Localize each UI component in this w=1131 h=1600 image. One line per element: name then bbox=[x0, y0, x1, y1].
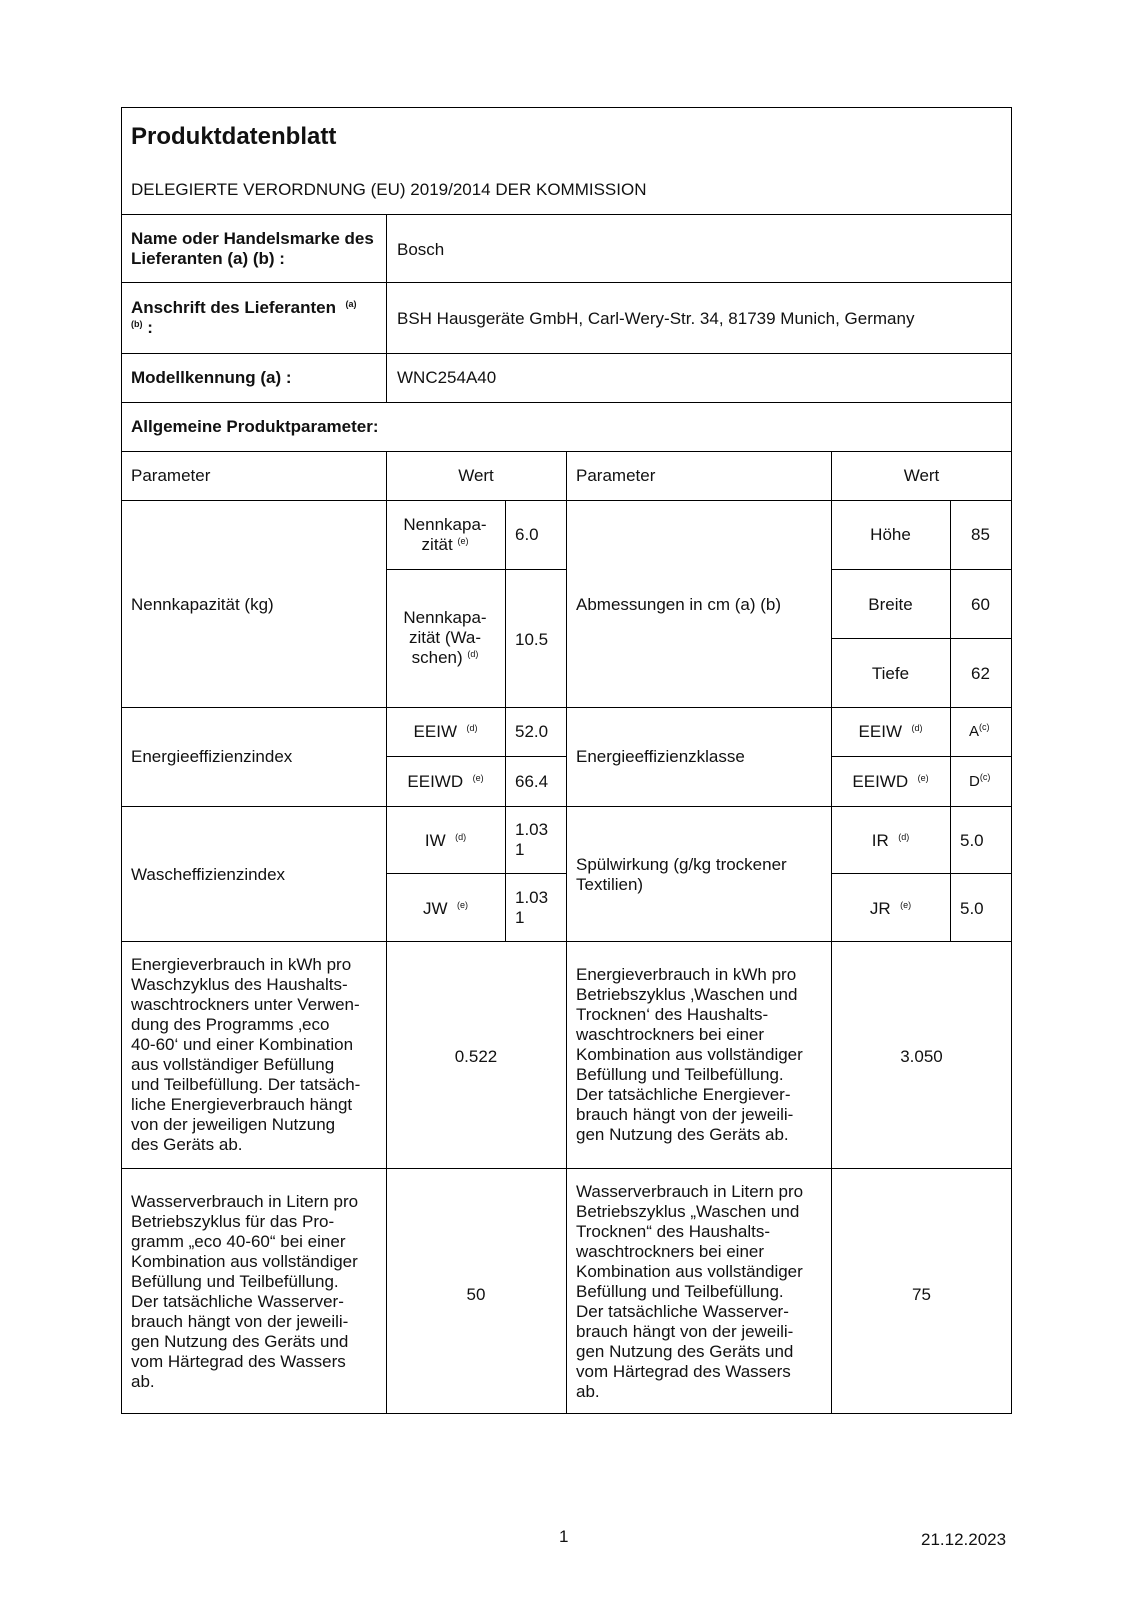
col-header-parameter-left: Parameter bbox=[131, 466, 211, 485]
dimension-depth-label: Tiefe bbox=[871, 664, 910, 683]
divider bbox=[386, 756, 566, 757]
col-header-parameter-right: Parameter bbox=[576, 466, 656, 485]
col-header-value-left: Wert bbox=[458, 466, 494, 485]
eeiwd-value: 66.4 bbox=[515, 772, 549, 791]
energy-index-label: Energieeffizienzindex bbox=[131, 747, 293, 766]
supplier-address-value: BSH Hausgeräte GmbH, Carl-Wery-Str. 34, 81739 Munich, Germany bbox=[397, 309, 915, 328]
water-consumption-wash-value: 50 bbox=[466, 1285, 486, 1304]
divider bbox=[121, 402, 1012, 403]
capacity-wash-label: Nennkapa- zität (Wa- schen) $^{(d)}$ bbox=[403, 608, 487, 667]
energy-consumption-cycle-label: Energieverbrauch in kWh pro Betriebszyklus ‚Waschen und Trocknen‘ des Haushalts- waschtrockners bei einer Kombination aus vollständiger Befüllung und Teilbefüllung. Der tatsächliche Energiever- brauch hängt von der jeweili- gen Nutzung des Geräts ab. bbox=[576, 965, 803, 1144]
dimensions-label: Abmessungen in cm (a) (b) bbox=[576, 595, 782, 614]
class-eeiwd-label: EEIWD $^{(e)}$ bbox=[852, 772, 929, 791]
jr-value: 5.0 bbox=[960, 899, 984, 918]
iw-label: IW $^{(d)}$ bbox=[424, 831, 467, 850]
dimension-height-label: Höhe bbox=[870, 525, 911, 544]
model-id-value: WNC254A40 bbox=[397, 368, 497, 387]
energy-consumption-wash-value: 0.522 bbox=[454, 1047, 498, 1066]
capacity-wash-value: 10.5 bbox=[515, 630, 549, 649]
border-left bbox=[121, 107, 122, 1414]
jw-label: JW $^{(e)}$ bbox=[423, 899, 468, 918]
wash-index-label: Wascheffizienzindex bbox=[131, 865, 286, 884]
border-bottom bbox=[121, 1413, 1012, 1414]
class-eeiw-label: EEIW $^{(d)}$ bbox=[858, 722, 923, 741]
divider bbox=[950, 500, 951, 941]
border-right bbox=[1011, 107, 1012, 1414]
ir-label: IR $^{(d)}$ bbox=[871, 831, 910, 850]
divider bbox=[505, 500, 506, 941]
energy-class-label: Energieeffizienzklasse bbox=[576, 747, 745, 766]
energy-consumption-cycle-value: 3.050 bbox=[900, 1047, 943, 1066]
regulation-reference: DELEGIERTE VERORDNUNG (EU) 2019/2014 DER KOMMISSION bbox=[131, 180, 647, 199]
divider bbox=[386, 569, 566, 570]
divider bbox=[121, 282, 1012, 283]
col-header-value-right: Wert bbox=[903, 466, 940, 485]
eeiwd-label: EEIWD $^{(e)}$ bbox=[407, 772, 484, 791]
supplier-name-label: Name oder Handelsmarke des Lieferanten (a) (b) : bbox=[131, 229, 374, 268]
jw-value: 1.03 1 bbox=[515, 888, 549, 927]
supplier-address-label: Anschrift des Lieferanten $^{(a)}$ $^{(b)}$ : bbox=[131, 298, 357, 337]
model-id-label: Modellkennung (a) : bbox=[131, 368, 292, 387]
dimension-width-label: Breite bbox=[868, 595, 913, 614]
divider bbox=[121, 214, 1012, 215]
dimension-height-value: 85 bbox=[971, 525, 990, 544]
class-eeiwd-value: $D^{(c)}$ bbox=[969, 772, 991, 790]
capacity-wash-dry-value: 6.0 bbox=[515, 525, 539, 544]
iw-value: 1.03 1 bbox=[515, 820, 549, 859]
class-eeiw-value: $A^{(c)}$ bbox=[969, 722, 990, 740]
supplier-name-value: Bosch bbox=[397, 240, 445, 259]
divider bbox=[121, 353, 1012, 354]
divider bbox=[566, 451, 567, 1413]
divider bbox=[831, 873, 1012, 874]
eeiw-value: 52.0 bbox=[515, 722, 549, 741]
capacity-wash-dry-label: Nennkapa- zität $^{(e)}$ bbox=[403, 515, 487, 554]
ir-value: 5.0 bbox=[960, 831, 984, 850]
water-consumption-wash-label: Wasserverbrauch in Litern pro Betriebszyklus für das Pro- gramm „eco 40-60“ bei einer Kombination aus vollständiger Befüllung und Teilbefüllung. Der tatsächliche Wasserver- brauch hängt von der jeweili- gen Nutzung des Geräts und vom Härtegrad des Wassers ab. bbox=[131, 1192, 359, 1391]
page-number: 1 bbox=[559, 1527, 569, 1546]
water-consumption-cycle-value: 75 bbox=[912, 1285, 931, 1304]
divider bbox=[831, 569, 1012, 570]
border-top bbox=[121, 107, 1012, 108]
eeiw-label: EEIW $^{(d)}$ bbox=[413, 722, 478, 741]
water-consumption-cycle-label: Wasserverbrauch in Litern pro Betriebszyklus „Waschen und Trocknen“ des Haushalts- waschtrockners bei einer Kombination aus vollständiger Befüllung und Teilbefüllung. Der tatsächliche Wasserver- brauch hängt von der jeweili- gen Nutzung des Geräts und vom Härtegrad des Wassers ab. bbox=[576, 1182, 804, 1401]
page-title: Produktdatenblatt bbox=[131, 123, 337, 150]
divider bbox=[831, 756, 1012, 757]
document-date: 21.12.2023 bbox=[921, 1530, 1007, 1549]
general-params-heading: Allgemeine Produktparameter: bbox=[131, 417, 379, 436]
divider bbox=[831, 638, 1012, 639]
divider bbox=[386, 873, 566, 874]
capacity-label: Nennkapazität (kg) bbox=[131, 595, 274, 614]
divider bbox=[386, 214, 387, 402]
rinse-label: Spülwirkung (g/kg trockener Textilien) bbox=[576, 855, 787, 894]
jr-label: JR $^{(e)}$ bbox=[869, 899, 912, 918]
dimension-depth-value: 62 bbox=[971, 664, 990, 683]
divider bbox=[386, 451, 387, 1413]
dimension-width-value: 60 bbox=[971, 595, 990, 614]
energy-consumption-wash-label: Energieverbrauch in kWh pro Waschzyklus des Haushalts- waschtrockners unter Verwen- dung des Programms ‚eco 40-60‘ und einer Kombination aus vollständiger Befüllung und Teilbefüllung. Der tatsäch- liche Energieverbrauch hängt von der jeweiligen Nutzung des Geräts ab. bbox=[131, 955, 361, 1154]
